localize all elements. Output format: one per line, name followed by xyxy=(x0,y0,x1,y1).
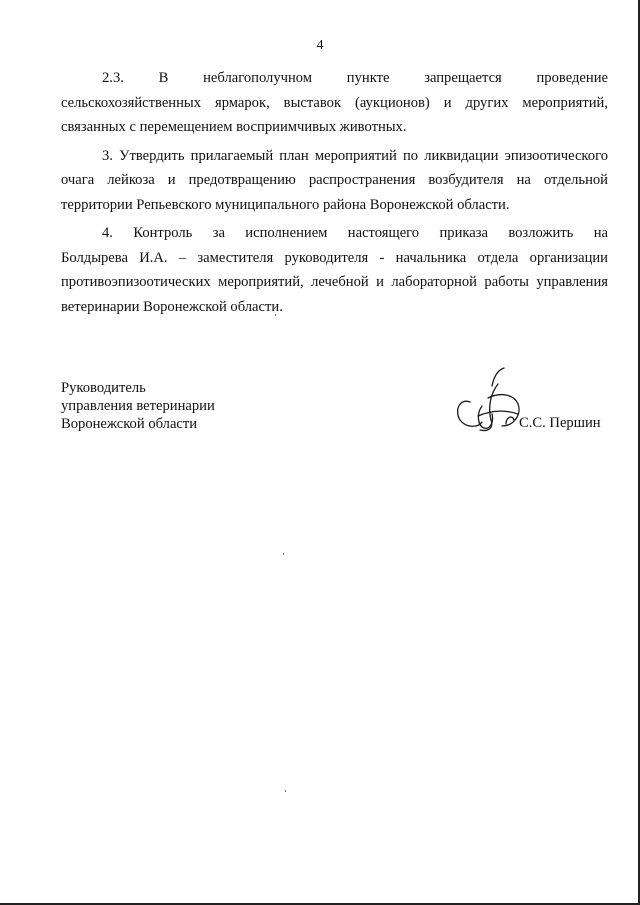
paragraph-line: противоэпизоотических мероприятий, лечебной и лабораторной работы управления xyxy=(61,274,608,290)
signer-name: С.С. Першин xyxy=(519,415,601,431)
scan-speck xyxy=(285,790,286,792)
paragraph-2-3 xyxy=(61,66,608,140)
page-number: 4 xyxy=(316,38,324,53)
paragraph-line: Болдырева И.А. – заместителя руководителя - начальника отдела организации xyxy=(61,249,608,266)
paragraph-line: связанных с перемещением восприимчивых животных. xyxy=(61,119,407,135)
signatory-position-line: управления ветеринарии xyxy=(61,398,215,414)
paragraph-line: 4. Контроль за исполнением настоящего приказа возложить на xyxy=(102,225,608,241)
signatory-position-line: Воронежской области xyxy=(61,416,198,432)
paragraph-line: сельскохозяйственных ярмарок, выставок (аукционов) и других мероприятий, xyxy=(61,94,608,111)
signatory-position-line: Руководитель xyxy=(61,380,146,396)
paragraph-line: территории Репьевского муниципального района Воронежской области. xyxy=(61,196,510,213)
paragraph-line: ветеринарии Воронежской области. xyxy=(61,298,283,315)
scan-speck xyxy=(275,314,276,316)
signatory-position xyxy=(61,379,215,433)
document-body xyxy=(61,66,608,323)
paragraph-3 xyxy=(61,144,608,218)
paragraph-line: 3. Утвердить прилагаемый план мероприятий по ликвидации эпизоотического xyxy=(102,147,608,164)
scan-speck xyxy=(283,553,284,555)
paragraph-4 xyxy=(61,221,608,319)
paragraph-line: 2.3. В неблагополучном пункте запрещается проведение xyxy=(102,70,608,86)
paragraph-line: очага лейкоза и предотвращению распространения возбудителя на отдельной xyxy=(61,172,608,188)
